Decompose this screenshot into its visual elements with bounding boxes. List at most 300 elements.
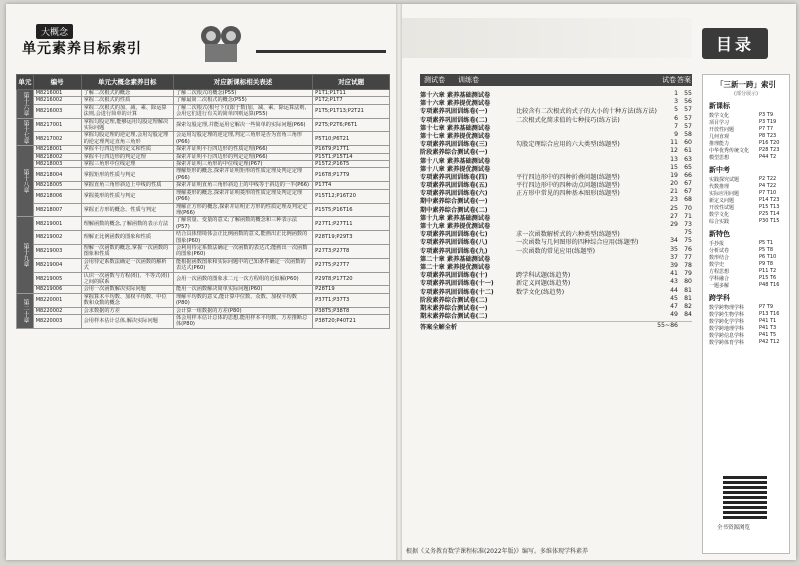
toc-entry-answer-page: 77 xyxy=(684,253,692,261)
toc-entry-page: 21 xyxy=(670,188,678,196)
table-cell: M8219004 xyxy=(33,258,81,272)
toc-header-col2: 答案 xyxy=(677,76,691,84)
table-row xyxy=(17,97,390,104)
toc-entry[interactable] xyxy=(420,237,692,245)
toc-entry-page: 19 xyxy=(670,171,678,179)
table-cell: 探索并证明平行四边形的判定定理(P66) xyxy=(173,153,312,160)
table-cell: 掌握二次根式的性质 xyxy=(81,97,173,104)
toc-entry[interactable] xyxy=(420,139,692,147)
toc-entry-title[interactable]: 专项素养巩固训练卷(四) xyxy=(420,173,488,181)
sidebar-item xyxy=(709,154,789,161)
table-cell: 理解矩形的概念,探索并证明矩形的性质定理及判定定理(P66) xyxy=(173,168,312,182)
toc-entry-desc: 平行四边形中的四种动点问题(练题型) xyxy=(516,182,620,190)
toc-entry-title[interactable]: 第十八章 素养提优测试卷 xyxy=(420,165,491,173)
toc-entry-title[interactable]: 期末素养综合测试卷(二) xyxy=(420,313,488,321)
toc-entry-answer-page: 63 xyxy=(684,155,692,163)
toc-entry-answer-page: 79 xyxy=(684,270,692,278)
table-cell: M8219002 xyxy=(33,231,81,245)
toc-entry-title[interactable]: 专项素养巩固训练卷(七) xyxy=(420,231,488,239)
left-page xyxy=(6,4,396,560)
table-cell: 会用一次函数解决实际问题 xyxy=(81,286,173,293)
sidebar-item-name: 实际应用问题 xyxy=(709,191,740,197)
sidebar-item xyxy=(709,282,789,289)
toc-entry-page: 27 xyxy=(670,212,678,220)
sidebar-item xyxy=(709,261,789,268)
sidebar-item xyxy=(709,183,789,190)
table-cell: 了解最简二次根式的概念(P55) xyxy=(173,97,312,104)
toc-entry-title[interactable]: 阶段素养综合测试卷(一) xyxy=(420,149,488,157)
sidebar-item-page: P4 T22 xyxy=(759,183,777,189)
sidebar-item-page: P15 T13 xyxy=(759,204,780,210)
sidebar-item xyxy=(709,211,789,218)
table-cell: 掌握菱形的性质与判定 xyxy=(81,189,173,203)
sidebar-sections xyxy=(703,101,789,346)
toc-entry[interactable] xyxy=(420,311,692,319)
toc-entry-title[interactable]: 第十九章 素养提优测试卷 xyxy=(420,223,491,230)
toc-entry[interactable] xyxy=(420,303,692,311)
sidebar-item xyxy=(709,275,789,282)
toc-entry-title[interactable]: 专项素养巩固训练卷(五) xyxy=(420,182,488,190)
table-cell: 能用一次函数解决简单实际问题(P60) xyxy=(173,286,312,293)
toc-entry[interactable] xyxy=(420,115,692,123)
table-cell: 掌握直角三角形斜边上中线的性质 xyxy=(81,182,173,189)
toc-entry-title[interactable]: 第十七章 素养提优测试卷 xyxy=(420,132,491,140)
toc-entry[interactable] xyxy=(420,321,692,330)
table-cell: 会利用待定系数法确定一次函数的表达式;能画出一次函数的图象(P60) xyxy=(173,244,312,258)
table-cell: 掌握二次根式的加、减、乘、除运算法则,会进行简单的计算 xyxy=(81,104,173,118)
sidebar-item-name: 数学跨化学学科 xyxy=(709,319,745,325)
table-header-3: 对应新课标相关表述 xyxy=(173,75,312,90)
toc-entry-page: 43 xyxy=(670,278,678,286)
sidebar-item xyxy=(709,240,789,247)
sidebar-item-name: 数学跨信息学科 xyxy=(709,333,745,339)
toc-entry-title[interactable]: 第十九章 素养基础测试卷 xyxy=(420,214,491,222)
toc-entry-page: 6 xyxy=(674,114,678,122)
table-cell: 探索并证明三角形的中位线定理(P67) xyxy=(173,161,312,168)
sidebar-item-name: 项目学习 xyxy=(709,120,730,126)
sidebar-item-name: 数学跨体育学科 xyxy=(709,340,745,346)
sidebar-item-page: P44 T2 xyxy=(759,154,777,160)
table-cell: P27T5;P27T7 xyxy=(313,258,390,272)
table-cell: P1T2;P1T7 xyxy=(313,97,390,104)
toc-entry-page: 7 xyxy=(674,122,678,130)
table-row xyxy=(17,161,390,168)
table-row xyxy=(17,231,390,245)
toc-entry-page: 23 xyxy=(670,196,678,204)
toc-entry[interactable] xyxy=(420,295,692,303)
sidebar-item xyxy=(709,332,789,339)
table-cell: P2T5;P2T6;P6T1 xyxy=(313,118,390,132)
toc-entry-title[interactable]: 期中素养综合测试卷(二) xyxy=(420,206,488,214)
toc-entry-desc: 平行四边形中的四种折叠问题(练题型) xyxy=(516,173,620,181)
sidebar-item-name: 中华优秀传统文化 xyxy=(709,148,750,154)
toc-entry-title[interactable]: 第十六章 素养基础测试卷 xyxy=(420,92,491,99)
table-header-2: 单元大概念素养目标 xyxy=(81,75,173,90)
toc-entry-answer-page: 82 xyxy=(684,302,692,310)
toc-entry-desc: 一次函数的常见应用(练题型) xyxy=(516,247,596,255)
toc-entry-answer-page: 76 xyxy=(684,245,692,253)
table-cell: M8218004 xyxy=(33,168,81,182)
toc-entry-page: 47 xyxy=(670,302,678,310)
toc-list xyxy=(420,90,692,330)
toc-entry-title[interactable]: 专项素养巩固训练卷(六) xyxy=(420,190,488,198)
toc-entry-page: 35 xyxy=(670,245,678,253)
toc-entry-title[interactable]: 第二十章 素养提优测试卷 xyxy=(420,263,491,271)
toc-entry-desc: 正方形中常见的四种基本图形(练题型) xyxy=(516,190,620,198)
sidebar-item-page: P3 T9 xyxy=(759,112,774,118)
sidebar-item xyxy=(709,339,789,346)
table-cell: P17T4 xyxy=(313,182,390,189)
sidebar-item-name: 分析试卷 xyxy=(709,248,730,254)
toc-entry[interactable] xyxy=(420,156,692,164)
sidebar-item-page: P8 T23 xyxy=(759,133,777,139)
toc-entry[interactable] xyxy=(420,221,692,229)
toc-entry[interactable] xyxy=(420,278,692,286)
table-row xyxy=(17,258,390,272)
table-row xyxy=(17,272,390,286)
sidebar-item-name: 数学跨地理学科 xyxy=(709,326,745,332)
table-cell: 结合具体情境体会正比例函数的意义,能画出正比例函数的图象(P60) xyxy=(173,231,312,245)
sidebar-item-page: P13 T16 xyxy=(759,311,780,317)
toc-entry-desc: 比较含有二次根式的式子的大小的十种方法(练方法) xyxy=(516,108,657,116)
sidebar-item-name: 数学文化 xyxy=(709,113,730,119)
toc-entry-page: 13 xyxy=(670,155,678,163)
toc-entry[interactable] xyxy=(420,196,692,204)
toc-entry-answer-page: 68 xyxy=(684,196,692,204)
table-cell: M8216001 xyxy=(33,90,81,97)
toc-entry-page: 11 xyxy=(670,139,678,147)
chapter-label: 第十七章 xyxy=(17,118,34,146)
toc-entry[interactable] xyxy=(420,246,692,254)
toc-entry-title[interactable]: 专项素养巩固训练卷(十) xyxy=(420,272,488,280)
goal-index-table xyxy=(16,74,390,329)
sidebar-item xyxy=(709,126,789,133)
table-row xyxy=(17,203,390,217)
table-cell: P15T12;P16T20 xyxy=(313,189,390,203)
table-cell: M8219001 xyxy=(33,217,81,231)
toc-entry[interactable] xyxy=(420,205,692,213)
sidebar-item xyxy=(709,119,789,126)
table-cell: M8219005 xyxy=(33,272,81,286)
sidebar-title: 「三新一跨」索引 xyxy=(716,80,776,89)
toc-entry[interactable] xyxy=(420,98,692,106)
table-cell: 认识一次函数与方程(组)、不等式(组)之间的联系 xyxy=(81,272,173,286)
sidebar-section-title: 新特色 xyxy=(709,230,730,238)
sidebar-item-page: P42 T12 xyxy=(759,339,780,345)
toc-entry[interactable] xyxy=(420,90,692,98)
table-header-1: 编号 xyxy=(33,75,81,90)
header-rule xyxy=(256,50,386,53)
toc-entry-page: 1 xyxy=(674,90,678,97)
sidebar-item xyxy=(709,140,789,147)
toc-entry-answer-page: 70 xyxy=(684,204,692,212)
table-cell: M8220001 xyxy=(33,293,81,307)
table-cell: 掌握算术平均数、加权平均数、中位数和众数的概念 xyxy=(81,293,173,307)
binoculars-figure-icon xyxy=(191,14,251,64)
toc-entry[interactable] xyxy=(420,147,692,155)
chapter-label: 第十六章 xyxy=(17,90,34,119)
sidebar-item-page: P25 T14 xyxy=(759,211,780,217)
table-cell: 会求数据的方差 xyxy=(81,307,173,314)
table-cell: 探索勾股定理,并能运用它解决一些简单的实际问题(P66) xyxy=(173,118,312,132)
toc-entry-answer-page: 56 xyxy=(684,98,692,106)
toc-entry-answer-page: 75 xyxy=(684,229,692,237)
toc-entry[interactable] xyxy=(420,229,692,237)
sidebar-item-name: 数学跨生物学科 xyxy=(709,312,745,318)
sidebar-item xyxy=(709,197,789,204)
table-cell: 体会用样本估计总体的思想,能用样本平均数、方差推断总体(P80) xyxy=(173,315,312,329)
table-cell: M8218001 xyxy=(33,146,81,153)
toc-entry-desc: 一次函数与几何图形的四种综合应用(练题型) xyxy=(516,239,639,247)
toc-entry-title[interactable]: 专项素养巩固训练卷(十一) xyxy=(420,280,494,288)
table-cell: 探索并证明直角三角形斜边上的中线等于斜边的一半(P66) xyxy=(173,182,312,189)
sidebar-section-title: 新中考 xyxy=(709,166,730,174)
toc-entry-answer-page: 60 xyxy=(684,139,692,147)
sidebar-item-name: 方程思想 xyxy=(709,269,730,275)
toc-entry-page: 41 xyxy=(670,270,678,278)
toc-entry-answer-page: 78 xyxy=(684,261,692,269)
table-header-0: 单元 xyxy=(17,75,34,90)
sidebar-item xyxy=(709,247,789,254)
toc-entry[interactable] xyxy=(420,123,692,131)
table-cell: P16T9;P17T1 xyxy=(313,146,390,153)
toc-entry[interactable] xyxy=(420,287,692,295)
toc-entry-answer-page: 61 xyxy=(684,147,692,155)
toc-entry-desc: 勾股定理综合应用的六大类型(练题型) xyxy=(516,141,620,149)
toc-entry-page: 39 xyxy=(670,261,678,269)
sidebar-item-name: 实践探究试题 xyxy=(709,177,740,183)
table-row xyxy=(17,315,390,329)
toc-entry-title[interactable]: 第十六章 素养提优测试卷 xyxy=(420,100,491,108)
table-cell: 理解一次函数的概念,掌握一次函数的图象和性质 xyxy=(81,244,173,258)
toc-entry-desc: 数学文化(练趋势) xyxy=(516,288,565,296)
toc-entry-answer-page: 67 xyxy=(684,180,692,188)
toc-entry-answer-page: 81 xyxy=(684,286,692,294)
toc-entry-title[interactable]: 第十七章 素养基础测试卷 xyxy=(420,124,491,132)
toc-entry-title[interactable]: 专项素养巩固训练卷(九) xyxy=(420,247,488,255)
toc-entry[interactable] xyxy=(420,254,692,262)
table-cell: 掌握平行四边形的定义和性质 xyxy=(81,146,173,153)
toc-entry-answer-page: 81 xyxy=(684,294,692,302)
table-cell: 掌握三角形中位线定理 xyxy=(81,161,173,168)
toc-entry-title[interactable]: 专项素养巩固训练卷(十二) xyxy=(420,288,494,296)
sidebar-item xyxy=(709,190,789,197)
toc-entry[interactable] xyxy=(420,188,692,196)
sidebar-item-name: 数形结合 xyxy=(709,255,730,261)
table-row xyxy=(17,286,390,293)
sidebar-item-name: 手抄报 xyxy=(709,241,725,247)
toc-entry-title[interactable]: 第十八章 素养基础测试卷 xyxy=(420,157,491,165)
toc-entry[interactable] xyxy=(420,172,692,180)
sidebar-item xyxy=(709,268,789,275)
toc-entry-page: 9 xyxy=(674,130,678,138)
sidebar-subtitle: (部分展示) xyxy=(734,91,758,97)
toc-entry-page: 55~86 xyxy=(657,322,678,330)
table-cell: P15T5;P16T16 xyxy=(313,203,390,217)
toc-entry-answer-page: 66 xyxy=(684,171,692,179)
toc-entry-title[interactable]: 专项素养巩固训练卷(一) xyxy=(420,108,488,116)
chapter-label: 第二十章 xyxy=(17,293,34,328)
toc-entry[interactable] xyxy=(420,180,692,188)
toc-entry-answer-page: 55 xyxy=(684,90,692,97)
left-page-title: 单元素养目标索引 xyxy=(22,41,142,57)
toc-entry-title[interactable]: 期中素养综合测试卷(一) xyxy=(420,198,488,206)
table-row xyxy=(17,307,390,314)
toc-entry-page: 49 xyxy=(670,311,678,319)
table-cell: P5T10;P6T21 xyxy=(313,132,390,146)
toc-entry-answer-page: 73 xyxy=(684,221,692,228)
chapter-label: 第十八章 xyxy=(17,146,34,217)
toc-entry-page: 15 xyxy=(670,163,678,171)
table-cell: P38T5;P38T8 xyxy=(313,307,390,314)
toc-entry-title[interactable]: 第二十章 素养基础测试卷 xyxy=(420,255,491,263)
toc-entry[interactable] xyxy=(420,213,692,221)
sidebar-section-title: 新课标 xyxy=(709,102,730,110)
toc-entry-page: 45 xyxy=(670,294,678,302)
toc-entry-title[interactable]: 专项素养巩固训练卷(二) xyxy=(420,116,488,124)
table-row xyxy=(17,146,390,153)
toc-entry-title[interactable]: 专项素养巩固训练卷(八) xyxy=(420,239,488,247)
table-cell: 会计算一组数据的方差(P80) xyxy=(173,307,312,314)
table-cell: 掌握勾股定理的逆定理,会用勾股定理的逆定理判定直角三角形 xyxy=(81,132,173,146)
table-cell: M8218005 xyxy=(33,182,81,189)
toc-entry-answer-page: 65 xyxy=(684,163,692,171)
table-row xyxy=(17,153,390,160)
table-cell: 掌握矩形的性质与判定 xyxy=(81,168,173,182)
table-header-4: 对应试题 xyxy=(313,75,390,90)
table-cell: 了解二次根式(根号下仅限于数)加、减、乘、除运算法则,会用它们进行有关的简单四则运算(P55) xyxy=(173,104,312,118)
table-cell: 理解正比例函数的图象和性质 xyxy=(81,231,173,245)
toc-entry-desc: 二次根式化简求值的七种技巧(练方法) xyxy=(516,116,620,124)
table-cell: M8218003 xyxy=(33,161,81,168)
sidebar-item-name: 一题多解 xyxy=(709,283,730,289)
table-cell: 了解二次根式的概念(P55) xyxy=(173,90,312,97)
toc-entry-title[interactable]: 阶段素养综合测试卷(二) xyxy=(420,296,488,304)
table-cell: P15T2;P16T5 xyxy=(313,161,390,168)
contents-title: 目录 xyxy=(702,28,768,59)
sidebar-item xyxy=(709,254,789,261)
sidebar-item-name: 推理能力 xyxy=(709,141,730,147)
table-cell: M8218006 xyxy=(33,189,81,203)
table-cell: 理解函数的概念,了解函数的表示方法 xyxy=(81,217,173,231)
toc-entry[interactable] xyxy=(420,106,692,114)
toc-entry[interactable] xyxy=(420,164,692,172)
sidebar-item xyxy=(709,112,789,119)
sidebar-item-page: P14 T23 xyxy=(759,197,780,203)
table-cell: P16T8;P17T9 xyxy=(313,168,390,182)
sidebar-item-page: P28 T23 xyxy=(759,147,780,153)
concept-tag: 大概念 xyxy=(36,24,73,39)
table-row xyxy=(17,168,390,182)
table-cell: M8216003 xyxy=(33,104,81,118)
sidebar-item-name: 模型思想 xyxy=(709,155,730,161)
sidebar-item-name: 开放性试题 xyxy=(709,205,735,211)
right-page xyxy=(402,4,796,560)
book-spread xyxy=(6,4,796,560)
sidebar-item-page: P7 T10 xyxy=(759,190,777,196)
table-cell: 会运用勾股定理的逆定理,判定三角形是否为直角三角形(P66) xyxy=(173,132,312,146)
sidebar-item xyxy=(709,133,789,140)
table-cell: 理解平均数的意义,能计算中位数、众数、加权平均数(P80) xyxy=(173,293,312,307)
toc-entry-title[interactable]: 专项素养巩固训练卷(三) xyxy=(420,141,488,149)
sidebar-item xyxy=(709,218,789,225)
toc-entry-page: 34 xyxy=(670,237,678,245)
table-cell: M8219003 xyxy=(33,244,81,258)
sidebar-item-name: 新定义问题 xyxy=(709,198,735,204)
sidebar-item-page: P41 T1 xyxy=(759,318,777,324)
sidebar-item-page: P41 T3 xyxy=(759,325,777,331)
table-cell: P28T19;P29T3 xyxy=(313,231,390,245)
toc-entry-page: 25 xyxy=(670,204,678,212)
table-cell: M8220003 xyxy=(33,315,81,329)
toc-entry-page: 37 xyxy=(670,253,678,261)
table-row xyxy=(17,217,390,231)
toc-header-train: 训练卷 xyxy=(458,76,479,84)
toc-entry-page: 12 xyxy=(670,147,678,155)
toc-entry-page: 29 xyxy=(670,221,678,228)
toc-header-bar xyxy=(420,74,692,86)
table-cell: 会用一次函数的图象求二元一次方程组的近似解(P60) xyxy=(173,272,312,286)
sidebar-item xyxy=(709,311,789,318)
table-cell: 会用样本估计总体,解决实际问题 xyxy=(81,315,173,329)
toc-entry-answer-page: 57 xyxy=(684,114,692,122)
sidebar-item-page: P48 T16 xyxy=(759,282,780,288)
toc-entry-answer-page: 84 xyxy=(684,311,692,319)
sidebar-section-title: 跨学科 xyxy=(709,294,730,302)
toc-entry-title[interactable]: 答案全解全析 xyxy=(420,324,458,332)
sidebar-item-name: 数学史 xyxy=(709,262,725,268)
toc-entry[interactable] xyxy=(420,270,692,278)
table-row xyxy=(17,118,390,132)
sidebar-item-name: 数学文化 xyxy=(709,212,730,218)
sidebar-item-name: 开放性问题 xyxy=(709,127,735,133)
table-row xyxy=(17,182,390,189)
table-cell: M8217002 xyxy=(33,132,81,146)
sidebar-item-page: P7 T9 xyxy=(759,304,774,310)
table-cell: P27T3;P27T8 xyxy=(313,244,390,258)
toc-entry-answer-page: 67 xyxy=(684,188,692,196)
sidebar-item xyxy=(709,147,789,154)
toc-entry-title[interactable]: 期末素养综合测试卷(一) xyxy=(420,304,488,312)
sidebar-item-page: P16 T20 xyxy=(759,140,780,146)
table-row xyxy=(17,104,390,118)
table-cell: 探索并证明平行四边形的性质定理(P66) xyxy=(173,146,312,153)
toc-entry-answer-page: 80 xyxy=(684,278,692,286)
sidebar-item-name: 代数推理 xyxy=(709,184,730,190)
sidebar-item-page: P9 T8 xyxy=(759,261,774,267)
sidebar-item-name: 数学跨物理学科 xyxy=(709,305,745,311)
table-row xyxy=(17,132,390,146)
sidebar-item-page: P15 T6 xyxy=(759,275,777,281)
toc-entry[interactable] xyxy=(420,131,692,139)
sidebar-item-page: P5 T1 xyxy=(759,240,774,246)
sidebar-item-page: P11 T2 xyxy=(759,268,777,274)
toc-entry[interactable] xyxy=(420,262,692,270)
index-sidebar xyxy=(702,74,790,554)
sidebar-item-page: P3 T19 xyxy=(759,119,777,125)
sidebar-item-page: P5 T8 xyxy=(759,247,774,253)
table-cell: M8218002 xyxy=(33,153,81,160)
qr-label: 全书资源浏览 xyxy=(717,525,751,531)
table-cell: M8216002 xyxy=(33,97,81,104)
sidebar-item-name: 几何直观 xyxy=(709,134,730,140)
qr-code-icon[interactable] xyxy=(723,475,767,519)
table-cell: P28T19 xyxy=(313,286,390,293)
table-cell: 理解菱形的概念,探索并证明菱形的性质定理及判定定理(P66) xyxy=(173,189,312,203)
sidebar-item xyxy=(709,304,789,311)
toc-entry-page: 5 xyxy=(674,106,678,114)
sidebar-item-page: P30 T15 xyxy=(759,218,780,224)
